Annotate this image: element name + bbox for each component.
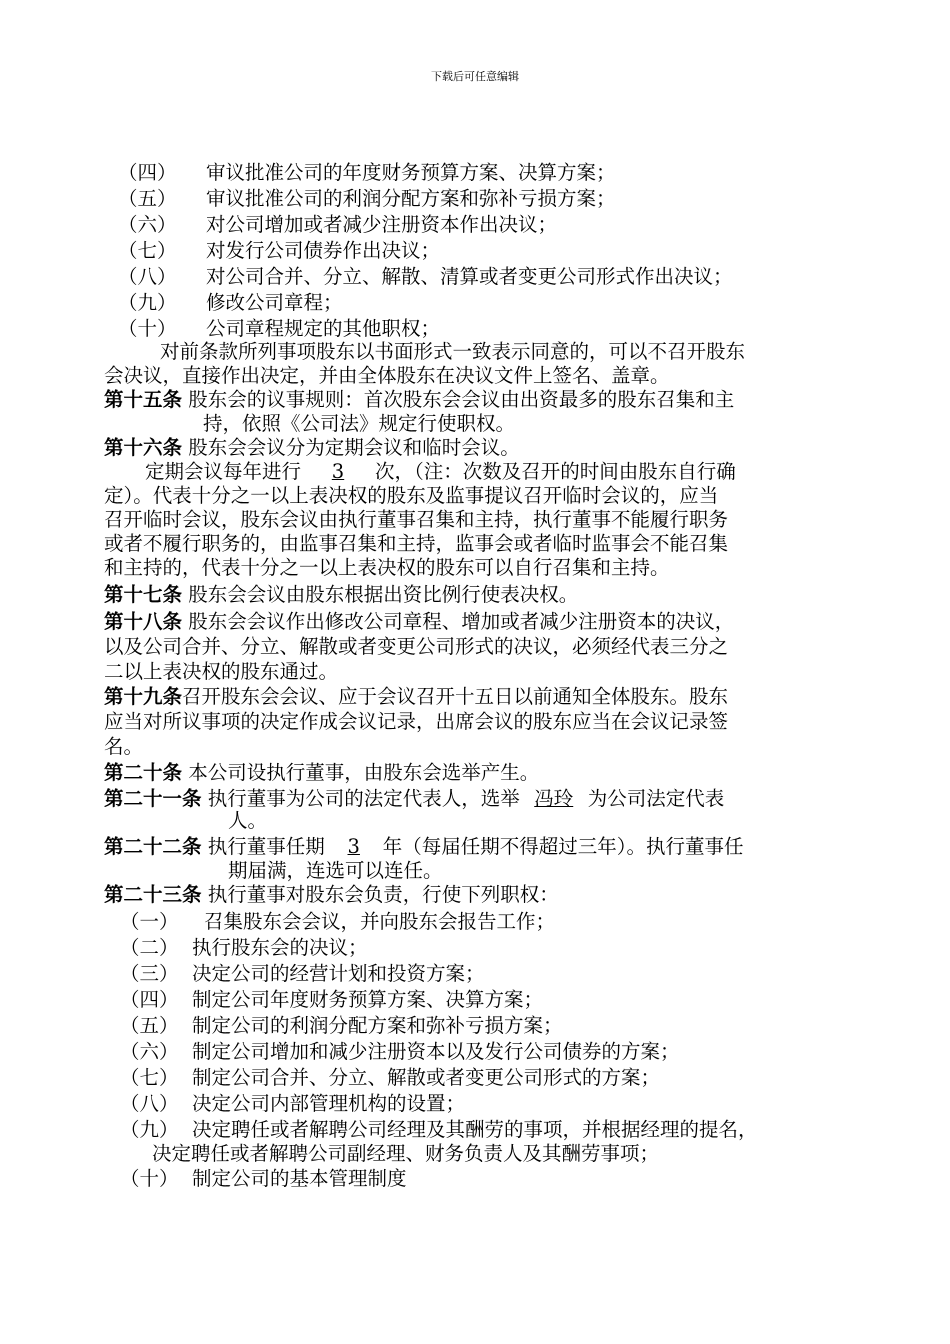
list-item <box>120 1065 660 1091</box>
list-marker: （五） <box>120 1014 179 1037</box>
list-text: 修改公司章程； <box>206 291 343 314</box>
text-segment: 执行董事任期 <box>207 835 325 858</box>
article-text: 股东会会议作出修改公司章程、增加或者减少注册资本的决议， <box>188 610 735 633</box>
article-title: 第十九条 <box>104 685 183 708</box>
article-19 <box>104 684 728 710</box>
text-segment: 定期会议每年进行 <box>145 460 302 483</box>
text-segment: 为公司法定代表 <box>587 787 725 810</box>
list-marker: （七） <box>120 1066 179 1089</box>
list-text: 制定公司合并、分立、解散或者变更公司形式的方案； <box>192 1066 661 1089</box>
list-item <box>120 1117 758 1143</box>
article-21 <box>104 786 724 812</box>
list-item <box>118 238 440 264</box>
list-item <box>118 160 616 186</box>
article-text: 执行董事对股东会负责，行使下列职权： <box>207 883 559 906</box>
paragraph-line: 决定聘任或者解聘公司副经理、财务负责人及其酬劳事项； <box>152 1142 660 1165</box>
list-item <box>118 212 557 238</box>
paragraph-line: 名。 <box>104 735 144 758</box>
article-title: 第二十条 <box>104 761 183 784</box>
list-marker: （八） <box>120 1092 179 1115</box>
list-text: 对公司合并、分立、解散、清算或者变更公司形式作出决议； <box>206 265 733 288</box>
paragraph-line: 或者不履行职务的，由监事召集和主持，监事会或者临时监事会不能召集 <box>104 532 729 555</box>
list-text: 制定公司的利润分配方案和弥补亏损方案； <box>192 1014 563 1037</box>
article-16 <box>104 435 520 461</box>
article-17 <box>104 582 578 608</box>
paragraph-line: 应当对所议事项的决定作成会议记录，出席会议的股东应当在会议记录签 <box>104 710 729 733</box>
article-title: 第十八条 <box>104 610 183 633</box>
text-segment: 年（每届任期不得超过三年）。执行董事任 <box>382 835 744 858</box>
list-text: 公司章程规定的其他职权； <box>206 317 441 340</box>
page-header: 下载后可任意编辑 <box>431 70 519 83</box>
article-title: 第二十一条 <box>104 787 202 810</box>
list-marker: （五） <box>118 187 177 210</box>
term-years-field: 3 <box>347 835 360 858</box>
article-23 <box>104 882 559 908</box>
list-marker: （七） <box>118 239 177 262</box>
list-text: 决定公司的经营计划和投资方案； <box>192 962 485 985</box>
article-title: 第十七条 <box>104 583 183 606</box>
list-marker: （四） <box>118 161 177 184</box>
list-item <box>120 1166 407 1192</box>
article-title: 第二十三条 <box>104 883 202 906</box>
list-item <box>120 987 543 1013</box>
list-marker: （九） <box>120 1118 179 1141</box>
list-marker: （三） <box>120 962 179 985</box>
list-item <box>120 909 555 935</box>
list-marker: （八） <box>118 265 177 288</box>
list-text: 对发行公司债券作出决议； <box>206 239 441 262</box>
paragraph-line: 对前条款所列事项股东以书面形式一致表示同意的，可以不召开股东 <box>160 340 746 363</box>
list-marker: （四） <box>120 988 179 1011</box>
paragraph-line: 二以上表决权的股东通过。 <box>104 660 339 683</box>
list-text: 制定公司增加和减少注册资本以及发行公司债券的方案； <box>192 1040 680 1063</box>
legal-representative-field: 冯玲 <box>534 787 574 810</box>
article-text: 股东会的议事规则：首次股东会会议由出资最多的股东召集和主 <box>188 388 735 411</box>
meeting-count-field: 3 <box>331 460 345 483</box>
list-text: 决定公司内部管理机构的设置； <box>192 1092 466 1115</box>
paragraph-line: 以及公司合并、分立、解散或者变更公司形式的决议，必须经代表三分之 <box>104 635 729 658</box>
list-marker: （十） <box>120 1167 179 1190</box>
list-marker: （十） <box>118 317 177 340</box>
article-18 <box>104 609 734 635</box>
list-marker: （二） <box>120 936 179 959</box>
list-text: 执行股东会的决议； <box>192 936 368 959</box>
article-text: 股东会会议由股东根据出资比例行使表决权。 <box>188 583 579 606</box>
list-item <box>120 1039 680 1065</box>
list-text: 对公司增加或者减少注册资本作出决议； <box>206 213 558 236</box>
article-title: 第十六条 <box>104 436 183 459</box>
paragraph-line: 定）。代表十分之一以上表决权的股东及监事提议召开临时会议的，应当 <box>104 484 719 507</box>
article-20 <box>104 760 539 786</box>
list-marker: （六） <box>118 213 177 236</box>
list-text: 决定聘任或者解聘公司经理及其酬劳的事项，并根据经理的提名， <box>192 1118 758 1141</box>
list-item <box>120 935 368 961</box>
article-title: 第十五条 <box>104 388 183 411</box>
list-marker: （六） <box>120 1040 179 1063</box>
list-text: 制定公司的基本管理制度 <box>192 1167 407 1190</box>
paragraph-line: 会决议，直接作出决定，并由全体股东在决议文件上签名、盖章。 <box>104 364 670 387</box>
article-title: 第二十二条 <box>104 835 202 858</box>
paragraph-line <box>145 459 736 485</box>
paragraph-line: 持，依照《公司法》规定行使职权。 <box>203 412 516 435</box>
list-item <box>118 290 343 316</box>
list-item <box>118 186 616 212</box>
list-item <box>118 264 733 290</box>
list-text: 召集股东会会议，并向股东会报告工作； <box>204 910 556 933</box>
paragraph-line: 召开临时会议，股东会议由执行董事召集和主持，执行董事不能履行职务 <box>104 508 729 531</box>
list-text: 审议批准公司的年度财务预算方案、决算方案； <box>206 161 616 184</box>
article-15 <box>104 387 734 413</box>
list-marker: （一） <box>120 910 179 933</box>
article-text: 召开股东会会议、应于会议召开十五日以前通知全体股东。股东 <box>182 685 729 708</box>
text-segment: 执行董事为公司的法定代表人，选举 <box>207 787 520 810</box>
article-text: 本公司设执行董事，由股东会选举产生。 <box>188 761 540 784</box>
paragraph-line: 期届满，连选可以连任。 <box>228 859 443 882</box>
paragraph-line: 和主持的，代表十分之一以上表决权的股东可以自行召集和主持。 <box>104 556 670 579</box>
list-marker: （九） <box>118 291 177 314</box>
list-item <box>120 1013 563 1039</box>
article-text: 股东会会议分为定期会议和临时会议。 <box>188 436 520 459</box>
list-text: 制定公司年度财务预算方案、决算方案； <box>192 988 544 1011</box>
text-segment: 次，（注：次数及召开的时间由股东自行确 <box>375 460 736 483</box>
article-22 <box>104 834 744 860</box>
list-item <box>120 961 485 987</box>
list-text: 审议批准公司的利润分配方案和弥补亏损方案； <box>206 187 616 210</box>
list-item <box>120 1091 465 1117</box>
paragraph-line: 人。 <box>228 809 268 832</box>
